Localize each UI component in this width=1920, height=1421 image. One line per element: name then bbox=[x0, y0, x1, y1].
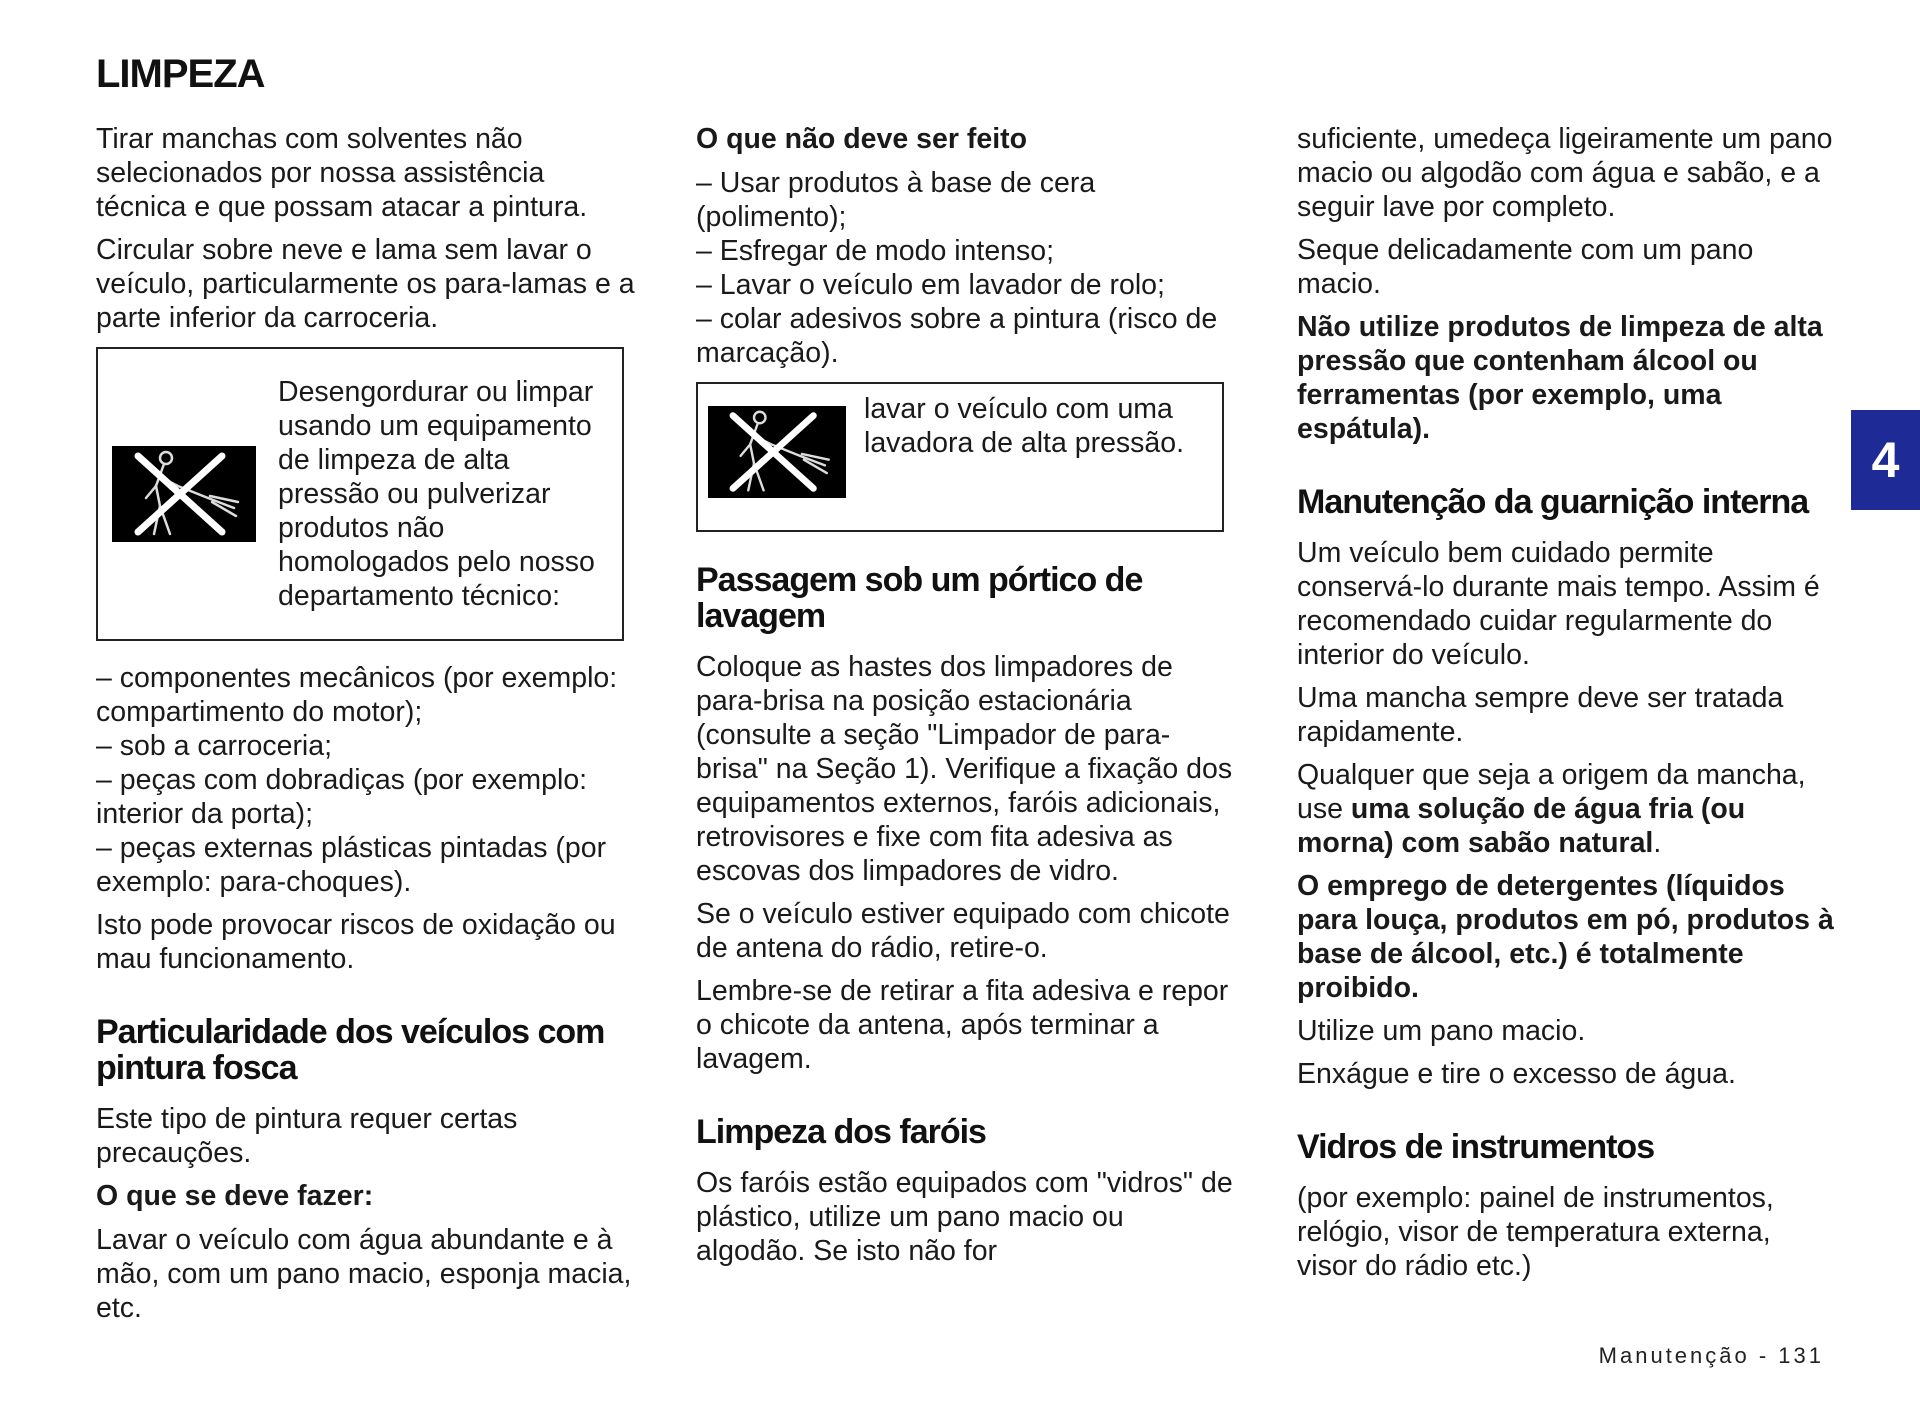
paragraph: suficiente, umedeça ligeiramente um pano macio ou algodão com água e sabão, e a seguir lave por completo. bbox=[1297, 123, 1833, 223]
paragraph: Um veículo bem cuidado permite conservá-lo durante mais tempo. Assim é recomendado cuidar regularmente do interior do veículo. bbox=[1297, 537, 1820, 671]
list-item: – sob a carroceria; bbox=[96, 730, 333, 762]
list-item: – peças externas plásticas pintadas (por exemplo: para-choques). bbox=[96, 832, 607, 898]
text-run: . bbox=[1653, 827, 1662, 859]
paragraph: Coloque as hastes dos limpadores de para-brisa na posição estacionária (consulte a seção "Limpador de para-brisa" na Seção 1). Verifique a fixação dos equipamentos externos, faróis adicionais, retrovisores e fixe com fita adesiva as escovas dos limpadores de vidro. bbox=[696, 651, 1233, 887]
no-pressure-washer-icon bbox=[708, 406, 846, 498]
section-heading-farois: Limpeza dos faróis bbox=[696, 1113, 986, 1151]
section-heading-guarnicao: Manutenção da guarnição interna bbox=[1297, 483, 1809, 521]
list-item: – Esfregar de modo intenso; bbox=[696, 235, 1055, 267]
paragraph: (por exemplo: painel de instrumentos, relógio, visor de temperatura externa, visor do rádio etc.) bbox=[1297, 1182, 1774, 1282]
paragraph: Se o veículo estiver equipado com chicote de antena do rádio, retire-o. bbox=[696, 898, 1230, 964]
dash-list bbox=[96, 661, 636, 899]
paragraph: Lembre-se de retirar a fita adesiva e repor o chicote da antena, após terminar a lavagem. bbox=[696, 975, 1229, 1075]
chapter-tab: 4 bbox=[1851, 410, 1920, 510]
paragraph: Utilize um pano macio. bbox=[1297, 1015, 1586, 1047]
paragraph: Uma mancha sempre deve ser tratada rapidamente. bbox=[1297, 682, 1784, 748]
subheading-nao-fazer: O que não deve ser feito bbox=[696, 123, 1028, 155]
section-heading-vidros: Vidros de instrumentos bbox=[1297, 1128, 1655, 1166]
subheading-fazer: O que se deve fazer: bbox=[96, 1180, 374, 1212]
list-item: – Usar produtos à base de cera (polimento); bbox=[696, 167, 1096, 233]
column-1 bbox=[96, 122, 636, 1334]
section-heading-portico: Passagem sob um pórtico de lavagem bbox=[696, 561, 1143, 635]
dash-list bbox=[696, 166, 1236, 370]
column-3 bbox=[1297, 122, 1837, 1292]
list-item: – componentes mecânicos (por exemplo: compartimento do motor); bbox=[96, 662, 618, 728]
paragraph: Isto pode provocar riscos de oxidação ou mau funcionamento. bbox=[96, 909, 616, 975]
bold-warning-paragraph: O emprego de detergentes (líquidos para louça, produtos em pó, produtos à base de álcool, etc.) é totalmente proibido. bbox=[1297, 870, 1834, 1004]
paragraph: Circular sobre neve e lama sem lavar o veículo, particularmente os para-lamas e a parte inferior da carroceria. bbox=[96, 234, 635, 334]
page-footer: Manutenção - 131 bbox=[1598, 1343, 1824, 1368]
paragraph: Este tipo de pintura requer certas precauções. bbox=[96, 1103, 518, 1169]
text-run: Qualquer que seja a origem da mancha, use bbox=[1297, 759, 1806, 825]
paragraph: Seque delicadamente com um pano macio. bbox=[1297, 234, 1754, 300]
warning-text: lavar o veículo com uma lavadora de alta pressão. bbox=[864, 393, 1185, 459]
paragraph bbox=[1297, 758, 1837, 860]
paragraph: Os faróis estão equipados com "vidros" de plástico, utilize um pano macio ou algodão. Se isto não for bbox=[696, 1167, 1233, 1267]
paragraph: Enxágue e tire o excesso de água. bbox=[1297, 1058, 1736, 1090]
section-heading-fosca: Particularidade dos veículos com pintura fosca bbox=[96, 1013, 605, 1087]
text-run-bold: uma solução de água fria (ou morna) com sabão natural bbox=[1297, 793, 1746, 859]
page-title: LIMPEZA bbox=[96, 52, 265, 96]
warning-box bbox=[96, 347, 624, 641]
paragraph: Tirar manchas com solventes não selecionados por nossa assistência técnica e que possam atacar a pintura. bbox=[96, 123, 588, 223]
column-2 bbox=[696, 122, 1236, 1277]
warning-text: Desengordurar ou limpar usando um equipamento de limpeza de alta pressão ou pulverizar produtos não homologados pelo nosso departamento técnico: bbox=[278, 376, 595, 612]
list-item: – colar adesivos sobre a pintura (risco de marcação). bbox=[696, 303, 1218, 369]
paragraph: Lavar o veículo com água abundante e à mão, com um pano macio, esponja macia, etc. bbox=[96, 1224, 632, 1324]
warning-box bbox=[696, 382, 1224, 532]
bold-warning-paragraph: Não utilize produtos de limpeza de alta pressão que contenham álcool ou ferramentas (por exemplo, uma espátula). bbox=[1297, 311, 1823, 445]
list-item: – peças com dobradiças (por exemplo: interior da porta); bbox=[96, 764, 588, 830]
list-item: – Lavar o veículo em lavador de rolo; bbox=[696, 269, 1165, 301]
no-pressure-washer-icon bbox=[112, 446, 256, 542]
